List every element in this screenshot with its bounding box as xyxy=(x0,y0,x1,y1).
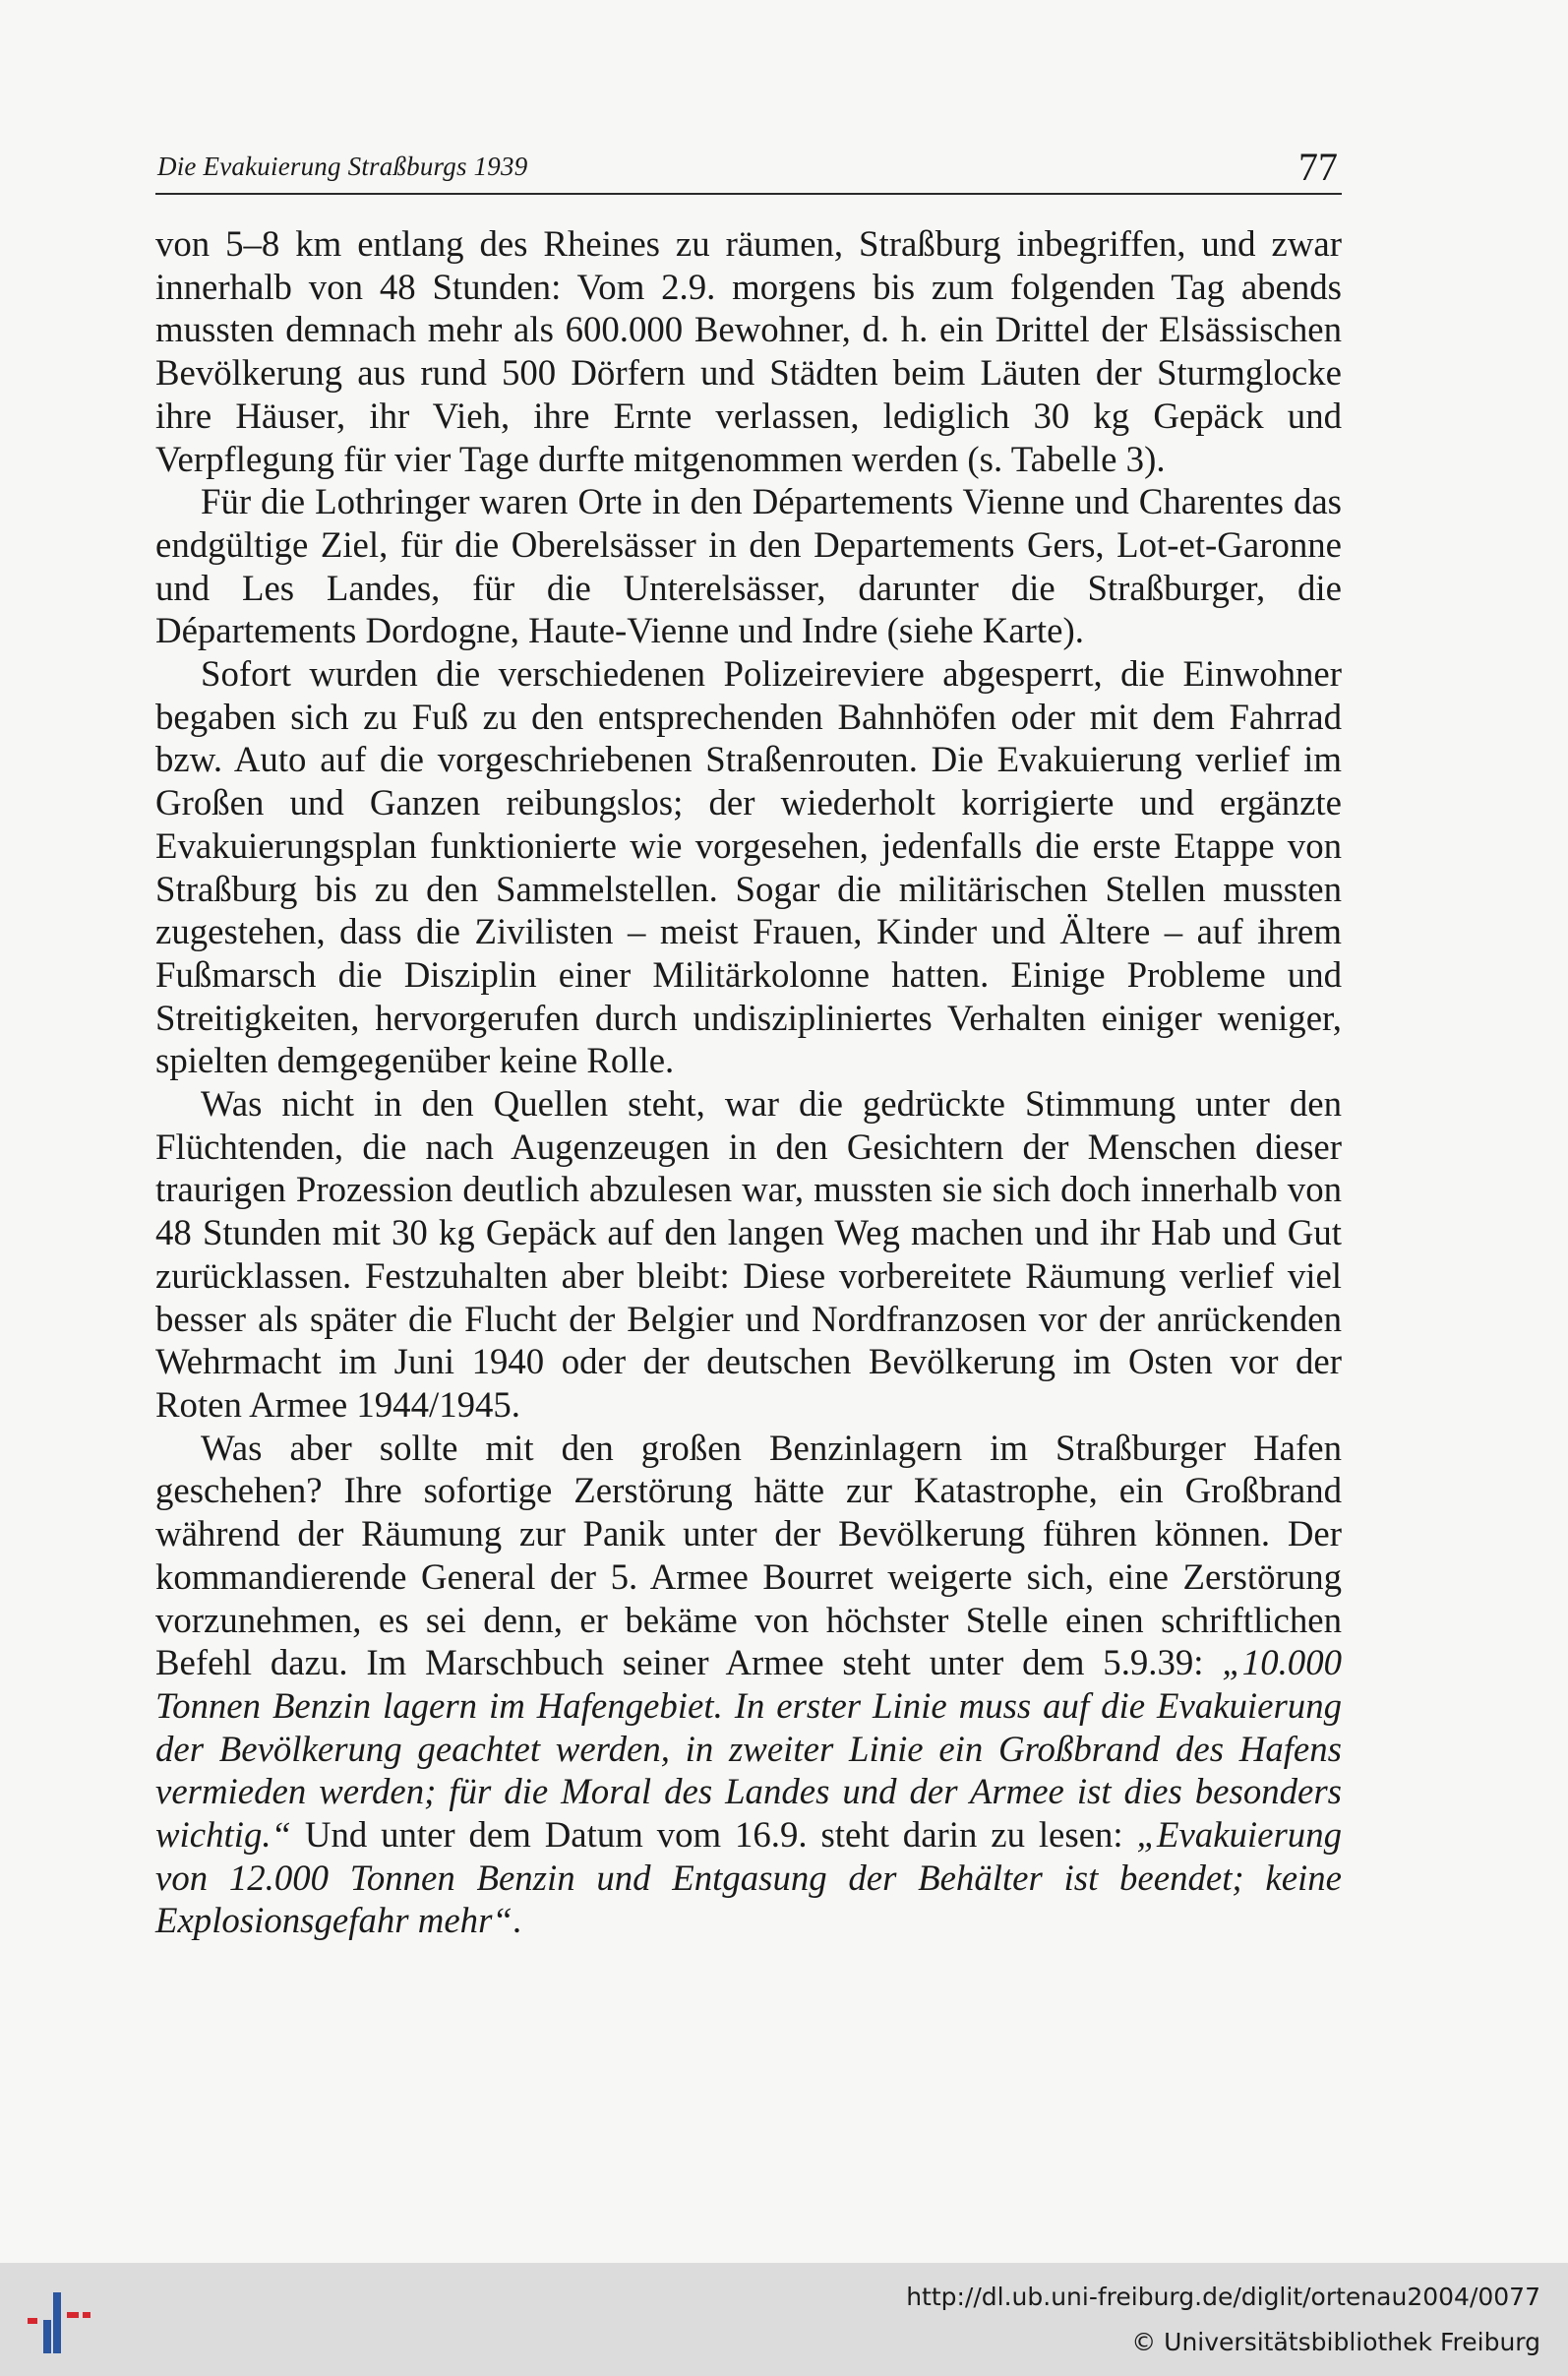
paragraph-text: Sofort wurden die verschiedenen Polizeireviere abgesperrt, die Einwohner begaben sich zu Fuß zu den entsprechenden Bahnhöfen oder mit dem Fahrrad bzw. Auto auf die vorgeschriebenen Straßenrouten. Die Evakuierung verlief im Großen und Ganzen reibungslos; der wiederholt korrigierte und ergänzte Evakuierungsplan funktionierte wie vorgesehen, jedenfalls die erste Etappe von Straßburg bis zu den Sammelstellen. Sogar die militärischen Stellen mussten zugestehen, dass die Zivilisten – meist Frauen, Kinder und Ältere – auf ihrem Fußmarsch die Disziplin einer Militärkolonne hatten. Einige Probleme und Streitigkeiten, hervorgerufen durch undiszipliniertes Verhalten einiger weniger, spielten demgegenüber keine Rolle. xyxy=(155,653,1342,1081)
source-url[interactable]: http://dl.ub.uni-freiburg.de/diglit/ortenau2004/0077 xyxy=(906,2283,1540,2311)
quoted-text: „10.000 Tonnen Benzin lagern im Hafengebiet. In erster Linie muss auf die Evakuierung der Bevölkerung geachtet werden, in zweiter Linie ein Großbrand des Hafens vermieden werden; für die Moral des Landes und der Armee ist dies besonders wichtig.“ xyxy=(155,1642,1342,1856)
paragraph xyxy=(155,652,1342,1082)
paragraph xyxy=(155,1427,1342,1942)
running-title: Die Evakuierung Straßburgs 1939 xyxy=(157,152,528,181)
body-text xyxy=(155,222,1342,1942)
paragraph xyxy=(155,1082,1342,1427)
paragraph-text: . xyxy=(512,1900,522,1941)
library-logo-icon xyxy=(22,2283,100,2361)
running-head xyxy=(155,145,1342,195)
page-number: 77 xyxy=(1298,145,1338,189)
paragraph-text: Was aber sollte mit den großen Benzinlagern im Straßburger Hafen geschehen? Ihre sofortige Zerstörung hätte zur Katastrophe, ein Großbrand während der Räumung zur Panik unter der Bevölkerung führen können. Der kommandierende General der 5. Armee Bourret weigerte sich, eine Zerstörung vorzunehmen, es sei denn, er bekäme von höchster Stelle einen schriftlichen Befehl dazu. Im Marschbuch seiner Armee steht unter dem 5.9.39: xyxy=(155,1427,1342,1683)
paragraph xyxy=(155,222,1342,480)
quoted-text: „Evakuierung von 12.000 Tonnen Benzin und Entgasung der Behälter ist beendet; keine Explosionsgefahr mehr“ xyxy=(155,1814,1342,1941)
paragraph xyxy=(155,480,1342,652)
paragraph-text: Für die Lothringer waren Orte in den Départements Vienne und Charentes das endgültige Ziel, für die Oberelsässer in den Departements Gers, Lot-et-Garonne und Les Landes, für die Unterelsässer, darunter die Straßburger, die Départements Dordogne, Haute-Vienne und Indre (siehe Karte). xyxy=(155,481,1342,651)
footer-bar xyxy=(0,2263,1568,2376)
paragraph-text: Und unter dem Datum vom 16.9. steht darin zu lesen: xyxy=(291,1814,1137,1856)
paragraph-text: von 5–8 km entlang des Rheines zu räumen, Straßburg inbegriffen, und zwar innerhalb von 48 Stunden: Vom 2.9. morgens bis zum folgenden Tag abends mussten demnach mehr als 600.000 Bewohner, d. h. ein Drittel der Elsässischen Bevölkerung aus rund 500 Dörfern und Städten beim Läuten der Sturmglocke ihre Häuser, ihr Vieh, ihre Ernte verlassen, lediglich 30 kg Gepäck und Verpflegung für vier Tage durfte mitgenommen werden (s. Tabelle 3). xyxy=(155,223,1342,479)
copyright-notice: © Universitätsbibliothek Freiburg xyxy=(1131,2328,1540,2356)
paragraph-text: Was nicht in den Quellen steht, war die gedrückte Stimmung unter den Flüchtenden, die nach Augenzeugen in den Gesichtern der Menschen dieser traurigen Prozession deutlich abzulesen war, mussten sie sich doch innerhalb von 48 Stunden mit 30 kg Gepäck auf den langen Weg machen und ihr Hab und Gut zurücklassen. Festzuhalten aber bleibt: Diese vorbereitete Räumung verlief viel besser als später die Flucht der Belgier und Nordfranzosen vor der anrückenden Wehrmacht im Juni 1940 oder der deutschen Bevölkerung im Osten vor der Roten Armee 1944/1945. xyxy=(155,1083,1342,1425)
